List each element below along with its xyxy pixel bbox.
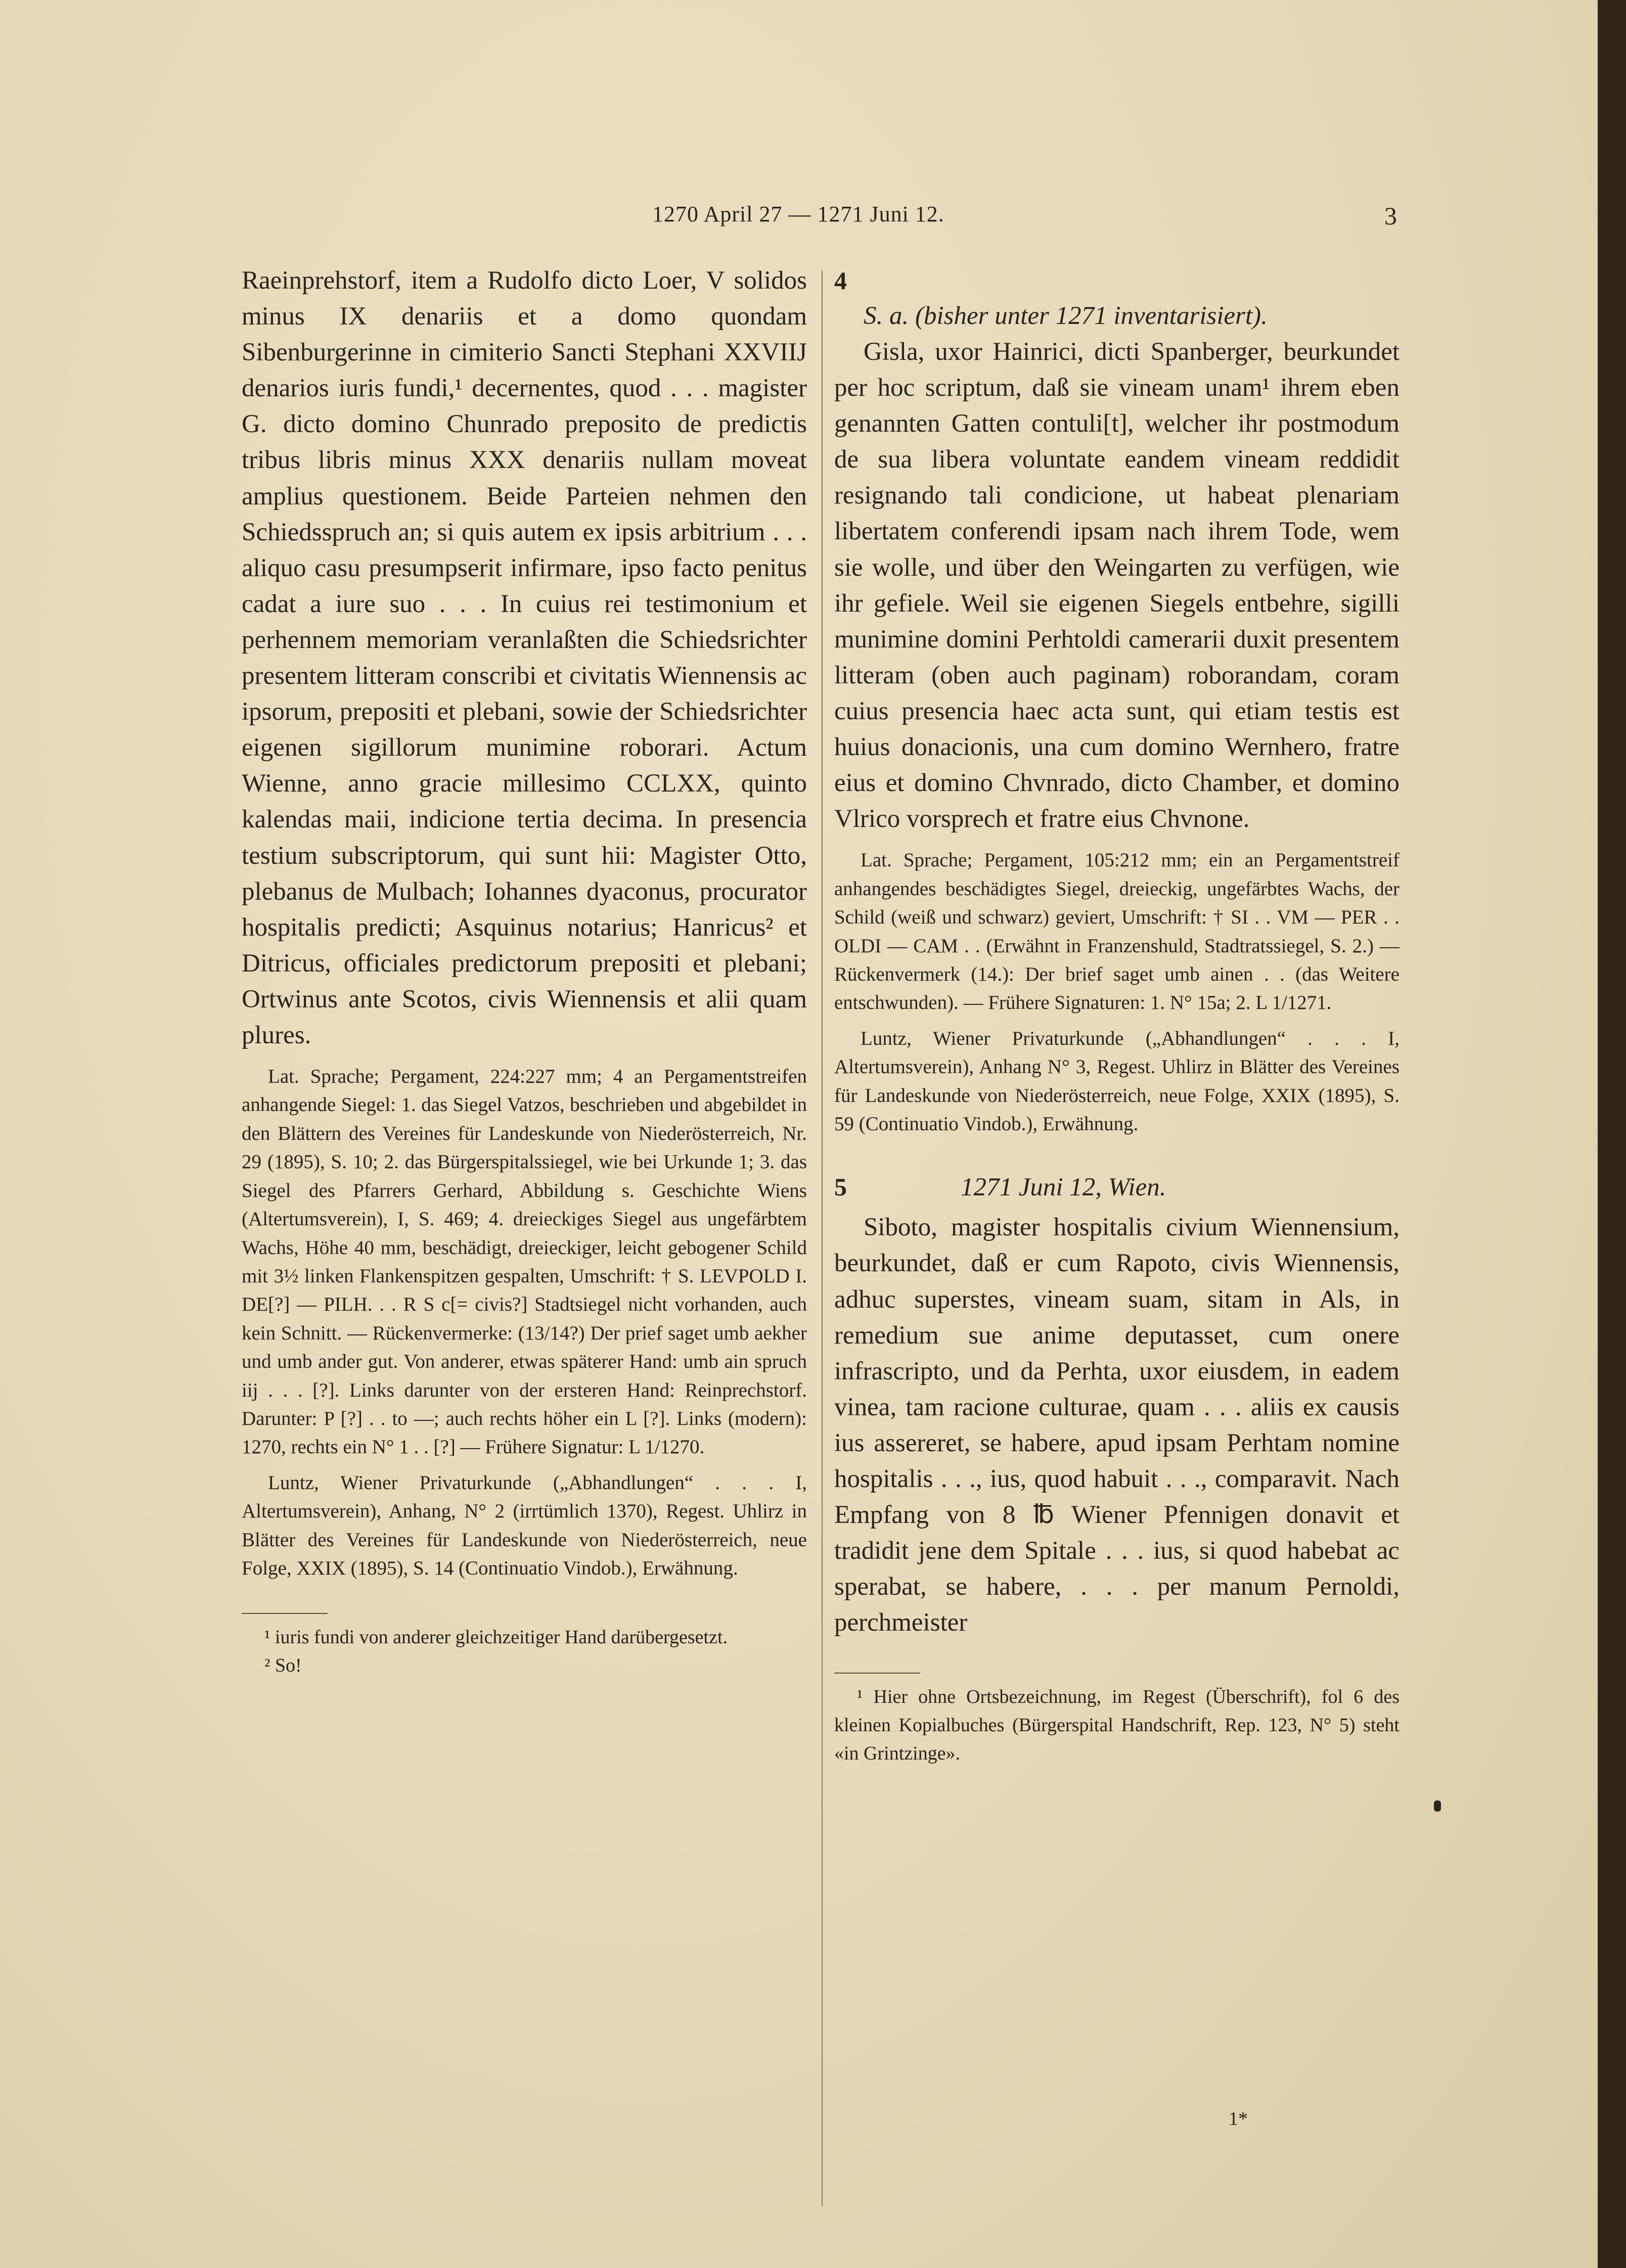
document-4-apparatus <box>834 846 1399 1138</box>
document-5-text: Siboto, magister hospitalis civium Wiennensium, beurkundet, daß er cum Rapoto, civis Wiennensis, adhuc superstes, vineam suam, sitam in Als, in remedium sue anime deputasset, cum onere infrascripto, und da Perhta, uxor eiusdem, in eadem vinea, tam racione culturae, quam . . . aliis ex causis ius assereret, se habere, apud ipsam Perhtam nomine hospitalis . . ., ius, quod habuit . . ., comparavit. Nach Empfang von 8 ℔ Wiener Pfennigen donavit et tradidit jene dem Spitale . . . ius, si quod habebat ac sperabat, se habere, . . . per manum Pernoldi, perchmeister <box>834 1213 1399 1637</box>
bibliography-note: Luntz, Wiener Privaturkunde („Abhandlungen“ . . . I, Altertumsverein), Anhang, N° 2 (irrtümlich 1370), Regest. Uhlirz in Blätter des Vereines für Landeskunde von Niederösterreich, neue Folge, XXIX (1895), S. 14 (Continuatio Vindob.), Erwähnung. <box>242 1471 807 1579</box>
document-5-body <box>834 1210 1399 1641</box>
document-4-heading: S. a. (bisher unter 1271 inventarisiert). <box>864 302 1268 330</box>
footnote-rule <box>834 1673 920 1674</box>
footnote-1: ¹ iuris fundi von anderer gleichzeitiger Hand darübergesetzt. <box>264 1627 728 1648</box>
footnote-rule <box>242 1613 328 1614</box>
document-5-heading: 1271 Juni 12, Wien. <box>961 1173 1166 1202</box>
right-column <box>834 263 1399 1768</box>
physical-description-note: Lat. Sprache; Pergament, 224:227 mm; 4 an Pergamentstreifen anhangende Siegel: 1. das Siegel Vatzos, beschrieben und abgebildet in den Blättern des Vereines für Landeskunde von Niederösterreich, Nr. 29 (1895), S. 10; 2. das Bürgerspitalssiegel, wie bei Urkunde 1; 3. das Siegel des Pfarrers Gerhard, Abbildung s. Geschichte Wiens (Altertumsverein), I, S. 469; 4. dreieckiges Siegel aus ungefärbtem Wachs, Höhe 40 mm, beschädigt, dreieckiger, leicht gebogener Schild mit 3½ linken Flankenspitzen gespalten, Umschrift: † S. LEVPOLD I. DE[?] — PILH. . . R S c[= civis?] Stadtsiegel nicht vorhanden, auch kein Schnitt. — Rückenvermerke: (13/14?) Der prief saget umb aekher und umb ander gut. Von anderer, etwas späterer Hand: umb ain spruch iij . . . [?]. Links darunter von der ersteren Hand: Reinprechstorf. Darunter: P [?] . . to —; auch rechts höher ein L [?]. Links (modern): 1270, rechts ein N° 1 . . [?] — Frühere Signatur: L 1/1270. <box>242 1066 807 1458</box>
document-4-bibliography-note: Luntz, Wiener Privaturkunde („Abhandlungen“ . . . I, Altertumsverein), Anhang N° 3, Regest. Uhlirz in Blätter des Vereines für Landeskunde von Niederösterreich, neue Folge, XXIX (1895), S. 59 (Continuatio Vindob.), Erwähnung. <box>834 1027 1399 1135</box>
footnote-2: ² So! <box>264 1655 302 1677</box>
document-number-4: 4 <box>834 266 847 295</box>
page-edge-shadow <box>1598 0 1626 2268</box>
column-divider <box>822 270 823 2206</box>
left-apparatus <box>242 1062 807 1583</box>
document-4-body <box>834 334 1399 837</box>
left-column <box>242 263 807 1680</box>
document-number-5: 5 <box>834 1173 847 1201</box>
left-body-text <box>242 263 807 1053</box>
document-4-text: Gisla, uxor Hainrici, dicti Spanberger, beurkundet per hoc scriptum, daß sie vineam unam¹ ihrem eben genannten Gatten contuli[t], welcher ihr postmodum de sua libera voluntate eandem vineam reddidit resignando tali condicione, ut habeat plenariam libertatem conferendi ipsam nach ihrem Tode, wem sie wolle, und über den Weingarten zu verfügen, wie ihr gefiele. Weil sie eigenen Siegels entbehre, sigilli munimine domini Perhtoldi camerarii duxit presentem litteram (oben auch paginam) roborandam, coram cuius presencia haec acta sunt, qui etiam testis est huius donacionis, una cum domino Wernhero, fratre eius et domino Chvnrado, dicto Chamber, et domino Vlrico vorsprech et fratre eius Chvnone. <box>834 338 1399 834</box>
footnote-right-1: ¹ Hier ohne Ortsbezeichnung, im Regest (Überschrift), fol 6 des kleinen Kopialbuches (Bürgerspital Handschrift, Rep. 123, N° 5) steht «in Grintzinge». <box>834 1686 1399 1764</box>
right-footnotes <box>834 1683 1399 1768</box>
running-title: 1270 April 27 — 1271 Juni 12. <box>652 202 944 226</box>
signature-mark: 1* <box>1229 2108 1248 2130</box>
document-4-physical-note: Lat. Sprache; Pergament, 105:212 mm; ein an Pergamentstreif anhangendes beschädigtes Siegel, dreieckig, ungefärbtes Wachs, der Schild (weiß und schwarz) geviert, Umschrift: † SI . . VM — PER . . OLDI — CAM . . (Erwähnt in Franzenshuld, Stadtratssiegel, S. 2.) — Rückenvermerk (14.): Der brief saget umb ainen . . (das Weitere entschwunden). — Frühere Signaturen: 1. N° 15a; 2. L 1/1271. <box>834 849 1399 1014</box>
document-5-header <box>834 1170 1399 1206</box>
left-footnotes <box>242 1623 807 1680</box>
charter-text: Raeinprehstorf, item a Rudolfo dicto Loer, V solidos minus IX denariis et a domo quondam Sibenburgerinne in cimiterio Sancti Stephani XXVIIJ denarios iuris fundi,¹ decernentes, quod . . . magister G. dicto domino Chunrado preposito de predictis tribus libris minus XXX denariis nullam moveat amplius questionem. Beide Parteien nehmen den Schiedsspruch an; si quis autem ex ipsis arbitrium . . . aliquo casu presumpserit infirmare, ipso facto penitus cadat a iure suo . . . In cuius rei testimonium et perhennem memoriam veranlaßten die Schiedsrichter presentem litteram conscribi et civitatis Wiennensis ac ipsorum, prepositi et plebani, sowie der Schiedsrichter eigenen sigillorum munimine roborari. Actum Wienne, anno gracie millesimo CCLXX, quinto kalendas maii, indicione tertia decima. In presencia testium subscriptorum, qui sunt hii: Magister Otto, plebanus de Mulbach; Iohannes dyaconus, procurator hospitalis predicti; Asquinus notarius; Hanricus² et Ditricus, officiales predictorum prepositi et plebani; Ortwinus ante Scotos, civis Wiennensis et alii quam plures. <box>242 266 807 1049</box>
ink-spot <box>1434 1800 1441 1812</box>
page-number: 3 <box>1384 202 1397 230</box>
